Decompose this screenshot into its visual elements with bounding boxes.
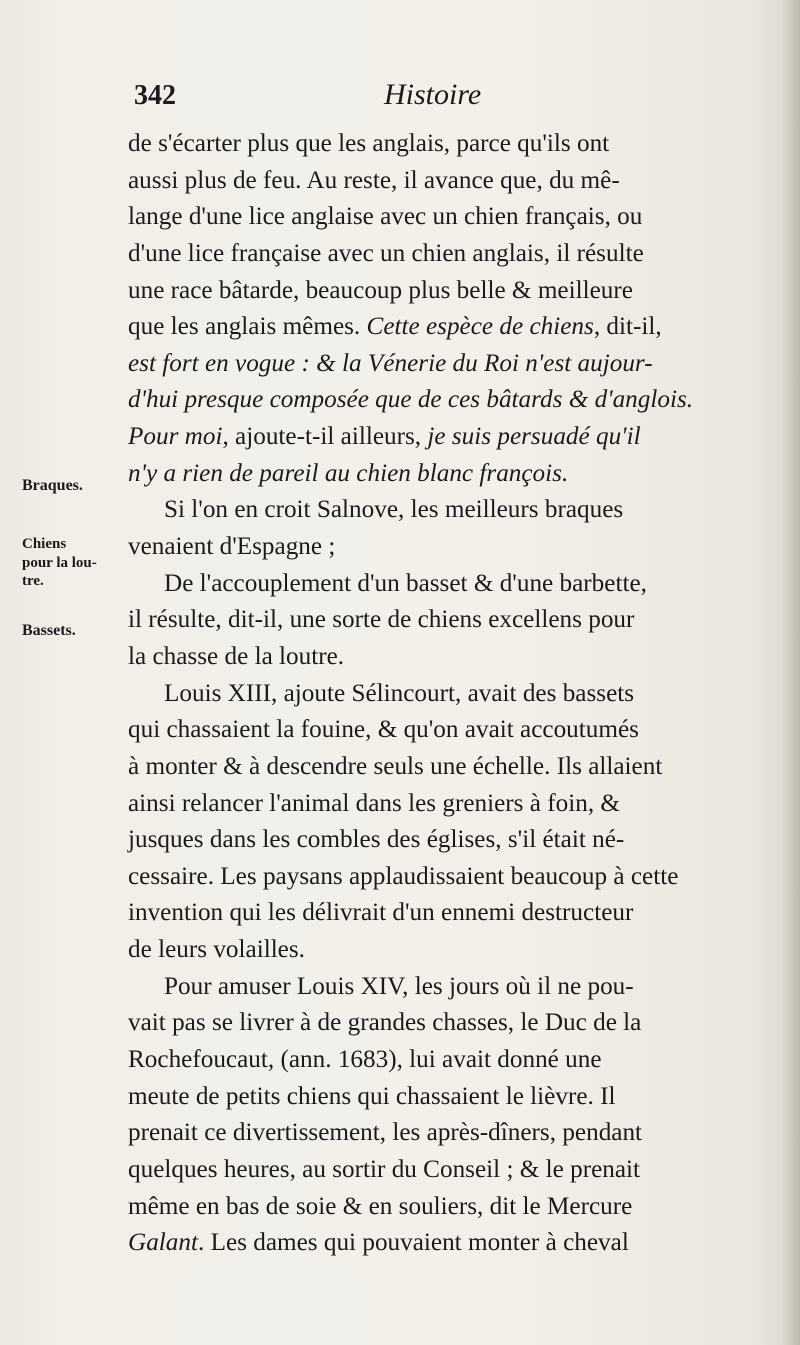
page-edge-shadow — [782, 0, 800, 1345]
text-line: Galant. Les dames qui pouvaient monter à cheval — [128, 1229, 629, 1257]
text-line: lange d'une lice anglaise avec un chien français, ou — [128, 203, 643, 231]
running-title: Histoire — [384, 78, 482, 111]
margin-note-bassets: Bassets. — [22, 622, 76, 639]
margin-note-chiens-line2: pour la lou- — [22, 555, 97, 571]
text-line: quelques heures, au sortir du Conseil ; & le prenait — [128, 1155, 641, 1183]
text-line: qui chassaient la fouine, & qu'on avait accoutumés — [128, 716, 639, 744]
text-line: vait pas se livrer à de grandes chasses, le Duc de la — [128, 1009, 642, 1037]
text-line: que les anglais mêmes. Cette espèce de chiens, dit-il, — [128, 313, 662, 341]
text-line: d'hui presque composée que de ces bâtards & d'anglois. — [128, 386, 694, 414]
text-line: à monter & à descendre seuls une échelle. Ils allaient — [128, 752, 663, 780]
body-text — [128, 126, 783, 1262]
text-line: est fort en vogue : & la Vénerie du Roi n'est aujour- — [128, 349, 653, 377]
text-line: n'y a rien de pareil au chien blanc françois. — [128, 459, 569, 487]
text-line: meute de petits chiens qui chassaient le lièvre. Il — [128, 1082, 616, 1110]
text-line: Louis XIII, ajoute Sélincourt, avait des bassets — [164, 679, 635, 707]
text-line: Rochefoucaut, (ann. 1683), lui avait donné une — [128, 1046, 602, 1074]
text-line: de s'écarter plus que les anglais, parce qu'ils ont — [128, 130, 610, 157]
text-line: une race bâtarde, beaucoup plus belle & meilleure — [128, 276, 633, 304]
text-line: d'une lice française avec un chien anglais, il résulte — [128, 239, 644, 267]
text-line: aussi plus de feu. Au reste, il avance que, du mê- — [128, 166, 620, 194]
text-line: ainsi relancer l'animal dans les greniers à foin, & — [128, 789, 621, 817]
text-line: Pour moi, ajoute-t-il ailleurs, je suis persuadé qu'il — [128, 423, 641, 451]
text-line: Pour amuser Louis XIV, les jours où il ne pou- — [164, 972, 634, 1000]
margin-note-braques: Braques. — [22, 477, 83, 494]
text-line: invention qui les délivrait d'un ennemi destructeur — [128, 899, 634, 927]
text-line: De l'accouplement d'un basset & d'une barbette, — [164, 569, 647, 597]
text-line: de leurs volailles. — [128, 936, 305, 964]
text-line: venaient d'Espagne ; — [128, 533, 336, 561]
text-line: la chasse de la loutre. — [128, 642, 345, 670]
margin-note-chiens-line3: tre. — [22, 573, 44, 589]
text-line: Si l'on en croit Salnove, les meilleurs braques — [164, 496, 624, 524]
text-line: même en bas de soie & en souliers, dit le Mercure — [128, 1192, 633, 1220]
page-number: 342 — [134, 80, 176, 111]
text-line: cessaire. Les paysans applaudissaient beaucoup à cette — [128, 862, 679, 890]
text-line: jusques dans les combles des églises, s'il était né- — [128, 826, 625, 854]
text-line: il résulte, dit-il, une sorte de chiens excellens pour — [128, 606, 635, 634]
margin-note-chiens-line1: Chiens — [22, 536, 67, 552]
page-header — [128, 80, 698, 120]
text-line: prenait ce divertissement, les après-dîners, pendant — [128, 1119, 643, 1147]
